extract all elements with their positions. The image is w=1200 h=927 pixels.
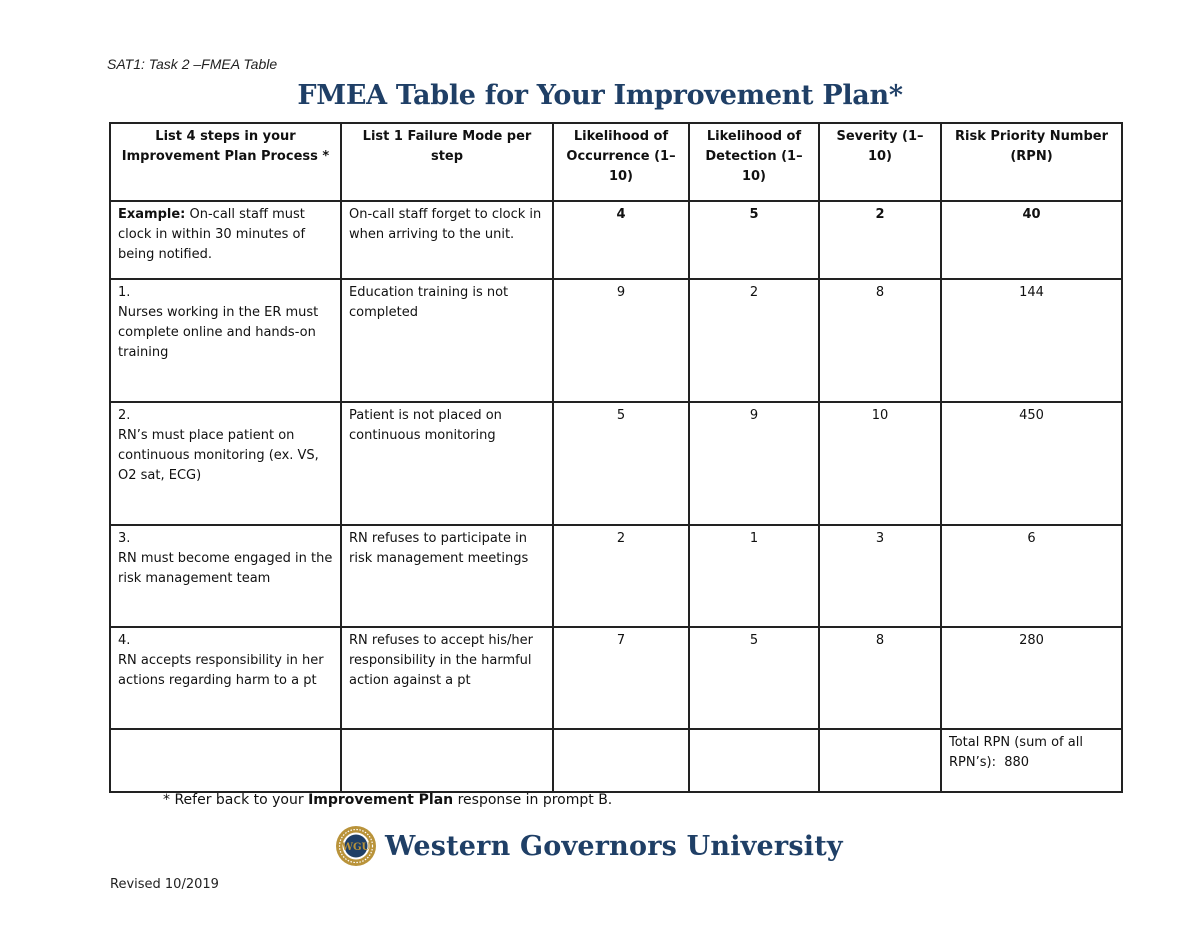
empty-cell	[689, 729, 819, 792]
occurrence-cell: 2	[553, 525, 689, 627]
column-header-rpn: Risk Priority Number (RPN)	[941, 123, 1122, 201]
severity-cell: 8	[819, 279, 941, 402]
column-header-failure-mode: List 1 Failure Mode per step	[341, 123, 553, 201]
step-text: RN’s must place patient on continuous monitoring (ex. VS, O2 sat, ECG)	[118, 428, 319, 483]
step-text: RN accepts responsibility in her actions regarding harm to a pt	[118, 653, 324, 688]
fmea-table	[109, 122, 1123, 793]
footnote-suffix: response in prompt B.	[453, 792, 613, 808]
footnote	[163, 792, 612, 808]
step-cell	[110, 279, 341, 402]
failure-mode-cell: Education training is not completed	[341, 279, 553, 402]
failure-mode-cell: On-call staff forget to clock in when arriving to the unit.	[341, 201, 553, 279]
failure-mode-cell: Patient is not placed on continuous monitoring	[341, 402, 553, 525]
total-rpn-cell	[941, 729, 1122, 792]
step-cell	[110, 201, 341, 279]
revised-date: Revised 10/2019	[110, 877, 219, 892]
university-seal-icon	[335, 825, 377, 867]
table-row-2	[110, 402, 1122, 525]
total-rpn-label: Total RPN (sum of all RPN’s):	[949, 735, 1083, 770]
rpn-cell: 40	[941, 201, 1122, 279]
empty-cell	[341, 729, 553, 792]
step-text: Nurses working in the ER must complete online and hands-on training	[118, 305, 319, 360]
step-cell	[110, 627, 341, 729]
failure-mode-cell: RN refuses to accept his/her responsibility in the harmful action against a pt	[341, 627, 553, 729]
column-header-steps: List 4 steps in your Improvement Plan Process *	[110, 123, 341, 201]
detection-cell: 9	[689, 402, 819, 525]
occurrence-cell: 5	[553, 402, 689, 525]
column-header-detection: Likelihood of Detection (1–10)	[689, 123, 819, 201]
footnote-prefix: * Refer back to your	[163, 792, 309, 808]
failure-mode-cell: RN refuses to participate in risk management meetings	[341, 525, 553, 627]
occurrence-cell: 9	[553, 279, 689, 402]
empty-cell	[819, 729, 941, 792]
severity-cell: 8	[819, 627, 941, 729]
rpn-cell: 280	[941, 627, 1122, 729]
detection-cell: 2	[689, 279, 819, 402]
step-number: 3.	[118, 531, 131, 546]
table-row-4	[110, 627, 1122, 729]
table-row-example	[110, 201, 1122, 279]
header-row	[110, 123, 1122, 201]
severity-cell: 3	[819, 525, 941, 627]
step-cell	[110, 525, 341, 627]
step-number: 4.	[118, 633, 131, 648]
detection-cell: 5	[689, 627, 819, 729]
table-row-total	[110, 729, 1122, 792]
step-number: 1.	[118, 285, 131, 300]
table-row-1	[110, 279, 1122, 402]
rpn-cell: 450	[941, 402, 1122, 525]
column-header-severity: Severity (1–10)	[819, 123, 941, 201]
rpn-cell: 6	[941, 525, 1122, 627]
step-number: 2.	[118, 408, 131, 423]
detection-cell: 1	[689, 525, 819, 627]
empty-cell	[553, 729, 689, 792]
step-cell	[110, 402, 341, 525]
course-task-label: SAT1: Task 2 –FMEA Table	[107, 56, 278, 72]
table-row-3	[110, 525, 1122, 627]
detection-cell: 5	[689, 201, 819, 279]
occurrence-cell: 4	[553, 201, 689, 279]
footnote-emphasis: Improvement Plan	[308, 792, 454, 808]
university-wordmark: Western Governors University	[385, 830, 843, 862]
severity-cell: 2	[819, 201, 941, 279]
column-header-occurrence: Likelihood of Occurrence (1–10)	[553, 123, 689, 201]
empty-cell	[110, 729, 341, 792]
seal-text: WGU	[341, 842, 371, 853]
occurrence-cell: 7	[553, 627, 689, 729]
example-label: Example:	[118, 207, 186, 222]
severity-cell: 10	[819, 402, 941, 525]
step-text: On-call staff must clock in within 30 minutes of being notified.	[118, 207, 306, 262]
university-logo	[335, 824, 843, 868]
document-title: FMEA Table for Your Improvement Plan*	[297, 80, 903, 111]
total-rpn-value: 880	[1004, 755, 1030, 770]
rpn-cell: 144	[941, 279, 1122, 402]
step-text: RN must become engaged in the risk management team	[118, 551, 333, 586]
